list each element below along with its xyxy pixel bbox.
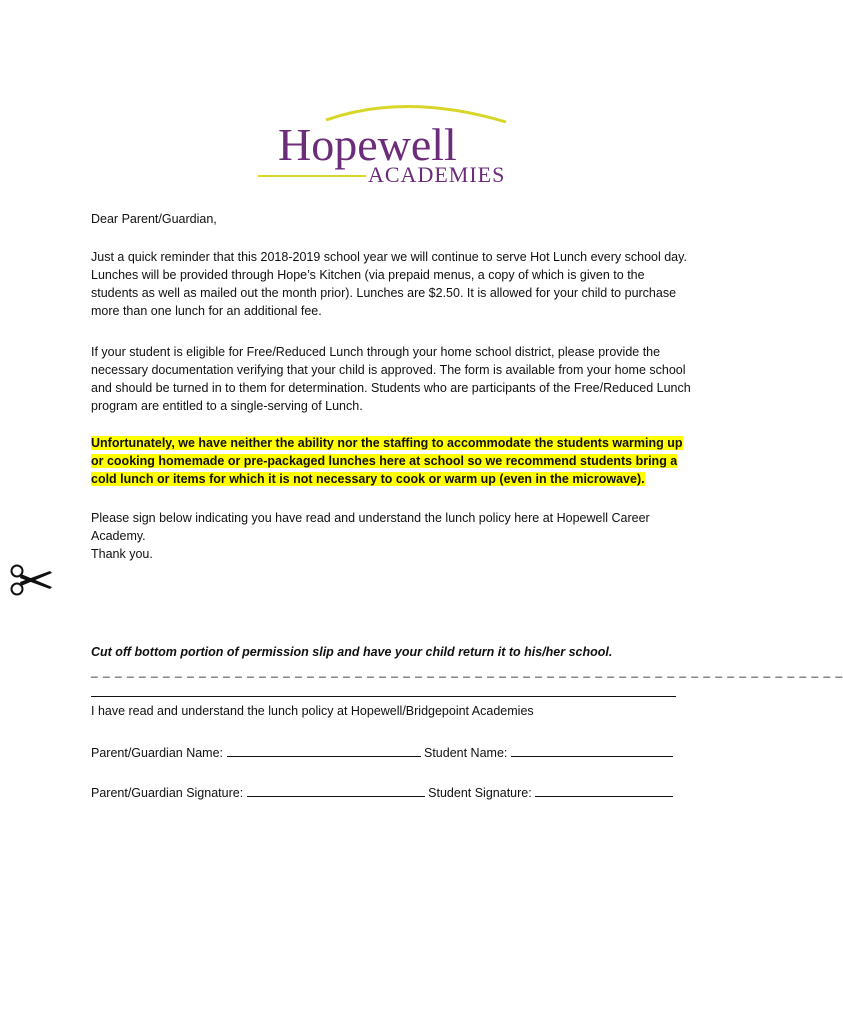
cut-instruction: Cut off bottom portion of permission slip and have your child return it to his/her school. bbox=[91, 645, 613, 659]
letter-paragraph-sign: Please sign below indicating you have read and understand the lunch policy here at Hopewell Career Academy. Thank you. bbox=[91, 509, 691, 563]
slip-acknowledgement: I have read and understand the lunch policy at Hopewell/Bridgepoint Academies bbox=[91, 704, 534, 718]
name-fields-row bbox=[91, 744, 673, 760]
hopewell-academies-logo bbox=[256, 100, 518, 190]
scissors-icon bbox=[8, 563, 56, 597]
letter-thanks: Thank you. bbox=[91, 547, 153, 561]
student-name-field[interactable] bbox=[511, 744, 673, 757]
highlighted-warning-text: Unfortunately, we have neither the ability nor the staffing to accommodate the students warming up or cooking homemade or pre-packaged lunches here at school so we recommend students bring a cold lunch or items for which it is not necessary to cook or warm up (even in the microwave). bbox=[91, 436, 683, 486]
letter-greeting: Dear Parent/Guardian, bbox=[91, 212, 217, 226]
student-name-label: Student Name: bbox=[423, 746, 508, 760]
student-signature-field[interactable] bbox=[535, 784, 673, 797]
divider-line bbox=[91, 696, 676, 697]
parent-signature-label: Parent/Guardian Signature: bbox=[91, 786, 244, 800]
signature-fields-row bbox=[91, 784, 673, 800]
letter-paragraph-free-reduced: If your student is eligible for Free/Reduced Lunch through your home school district, please provide the necessary documentation verifying that your child is approved. The form is available from your home school and should be turned in to them for determination. Students who are participants of the Free/Reduced Lunch program are entitled to a single-serving of Lunch. bbox=[91, 345, 691, 413]
letter-paragraph-hot-lunch: Just a quick reminder that this 2018-2019 school year we will continue to serve Hot Lunch every school day. Lunches will be provided through Hope’s Kitchen (via prepaid menus, a copy of which is given to the students as well as mailed out the month prior). Lunches are $2.50. It is allowed for your child to purchase more than one lunch for an additional fee. bbox=[91, 250, 687, 318]
parent-name-field[interactable] bbox=[227, 744, 421, 757]
cut-line: _ _ _ _ _ _ _ _ _ _ _ _ _ _ _ _ _ _ _ _ _ _ _ _ _ _ _ _ _ _ _ _ _ _ _ _ _ _ _ _ _ _ _ _ _ _ _ _ _ _ _ _ _ _ _ _ _ _ _ _ _ _ _ bbox=[91, 664, 843, 678]
svg-text:Hopewell: Hopewell bbox=[278, 119, 457, 170]
letter-paragraph-warning bbox=[91, 434, 691, 488]
parent-name-label: Parent/Guardian Name: bbox=[91, 746, 224, 760]
svg-text:ACADEMIES: ACADEMIES bbox=[368, 162, 506, 187]
parent-signature-field[interactable] bbox=[247, 784, 425, 797]
student-signature-label: Student Signature: bbox=[428, 786, 532, 800]
